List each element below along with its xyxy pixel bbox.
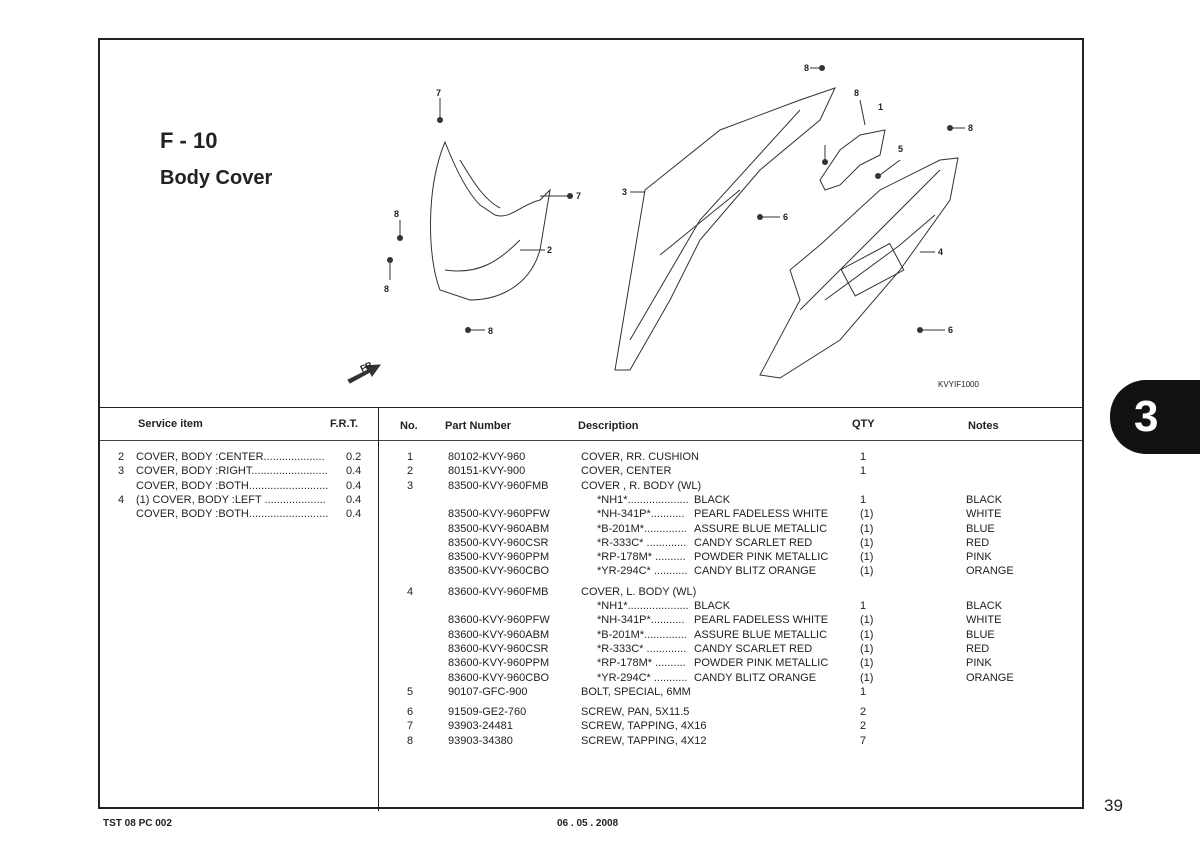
parts-row-no: 3	[407, 479, 414, 492]
parts-row-color-code: *RP-178M* ..........	[597, 657, 686, 670]
parts-row-color-code: *B-201M*..............	[597, 628, 687, 641]
parts-row-qty: (1)	[860, 565, 874, 578]
parts-row-qty: (1)	[860, 522, 874, 535]
parts-row-note: ORANGE	[966, 671, 1014, 684]
parts-row-no: 5	[407, 685, 414, 698]
parts-row-part-number: 83500-KVY-960PPM	[448, 551, 550, 564]
parts-row-part-number: 83500-KVY-960PFW	[448, 508, 550, 521]
right-cover-shape	[615, 88, 835, 370]
parts-row-qty: (1)	[860, 614, 874, 627]
parts-row-qty: (1)	[860, 508, 874, 521]
parts-row-qty: 1	[860, 465, 867, 478]
parts-row-description: BLACK	[694, 493, 731, 506]
parts-row-part-number: 90107-GFC-900	[448, 685, 528, 698]
front-label: FR.	[358, 358, 376, 374]
parts-row-qty: 2	[860, 706, 867, 719]
callout-8e: 8	[854, 88, 860, 98]
service-row-item: COVER, BODY :CENTER....................	[136, 451, 325, 463]
parts-row-description: PEARL FADELESS WHITE	[694, 614, 829, 627]
page-frame	[98, 38, 1084, 809]
parts-row-no: 2	[407, 465, 414, 478]
parts-row-part-number: 83500-KVY-960CSR	[448, 536, 549, 549]
parts-row-color-code: *NH-341P*...........	[597, 614, 685, 627]
parts-diagram	[100, 40, 1082, 407]
parts-row-description: POWDER PINK METALLIC	[694, 551, 829, 564]
parts-row-note: BLUE	[966, 522, 995, 535]
parts-row-part-number: 83600-KVY-960FMB	[448, 585, 549, 598]
callout-8d: 8	[804, 63, 810, 73]
service-row-frt: 0.4	[346, 479, 362, 492]
parts-row-qty: (1)	[860, 671, 874, 684]
parts-row-no: 7	[407, 720, 414, 733]
callout-4: 4	[938, 247, 944, 257]
callout-6a: 6	[783, 212, 789, 222]
parts-row-description: POWDER PINK METALLIC	[694, 657, 829, 670]
parts-row-no: 8	[407, 734, 414, 747]
parts-row-note: RED	[966, 536, 990, 549]
service-row-item: COVER, BODY :BOTH..........................	[136, 508, 329, 521]
parts-row-qty: (1)	[860, 536, 874, 549]
parts-row-qty: 1	[860, 685, 867, 698]
callout-2: 2	[547, 245, 553, 255]
doc-code: TST 08 PC 002	[103, 818, 172, 829]
parts-row-qty: (1)	[860, 628, 874, 641]
parts-row-part-number: 83500-KVY-960ABM	[448, 522, 550, 535]
callout-1: 1	[878, 102, 884, 112]
parts-row-note: PINK	[966, 551, 992, 564]
service-row-item: (1) COVER, BODY :LEFT ....................	[136, 493, 326, 506]
section-title: Body Cover	[160, 167, 273, 189]
parts-row-note: WHITE	[966, 614, 1002, 627]
callout-8c: 8	[488, 326, 494, 336]
parts-row-part-number: 83600-KVY-960CBO	[448, 671, 550, 684]
parts-row-note: WHITE	[966, 508, 1002, 521]
parts-row-qty: 1	[860, 600, 867, 612]
parts-row-qty: (1)	[860, 642, 874, 655]
parts-row-description: CANDY SCARLET RED	[694, 536, 813, 549]
parts-row-part-number: 80151-KVY-900	[448, 465, 526, 478]
parts-row-qty: (1)	[860, 551, 874, 564]
parts-row-note: PINK	[966, 657, 992, 670]
parts-row-description: CANDY SCARLET RED	[694, 642, 813, 655]
service-row-frt: 0.4	[346, 508, 362, 521]
service-row-frt: 0.4	[346, 465, 362, 478]
parts-row-note: ORANGE	[966, 565, 1014, 578]
callout-3: 3	[622, 187, 628, 197]
parts-row-description: SCREW, TAPPING, 4X12	[581, 734, 707, 747]
parts-row-description: CANDY BLITZ ORANGE	[694, 565, 817, 578]
service-row-no: 3	[118, 465, 125, 478]
callout-6b: 6	[948, 325, 954, 335]
parts-row-color-code: *R-333C* .............	[597, 642, 687, 655]
callout-5: 5	[898, 144, 904, 154]
parts-row-note: RED	[966, 642, 990, 655]
section-tab: 3	[1110, 380, 1200, 454]
parts-row-description: SCREW, TAPPING, 4X16	[581, 720, 707, 733]
parts-row-description: CANDY BLITZ ORANGE	[694, 671, 817, 684]
service-row-no: 4	[118, 493, 125, 506]
center-cover-shape	[430, 142, 553, 300]
parts-row-description: BLACK	[694, 600, 731, 612]
page-number: 39	[1104, 796, 1123, 815]
parts-row-color-code: *YR-294C* ...........	[597, 565, 688, 578]
table-top-divider	[100, 407, 1082, 408]
parts-row-no: 6	[407, 706, 414, 719]
service-row-item: COVER, BODY :RIGHT.........................	[136, 465, 328, 478]
parts-row-qty: (1)	[860, 657, 874, 670]
parts-row-color-code: *B-201M*..............	[597, 522, 687, 535]
parts-row-color-code: *NH-341P*...........	[597, 508, 685, 521]
service-row-frt: 0.4	[346, 493, 362, 506]
parts-row-description: ASSURE BLUE METALLIC	[694, 628, 828, 641]
rr-cushion-cover-shape	[820, 130, 885, 190]
doc-date: 06 . 05 . 2008	[557, 818, 619, 829]
parts-row-part-number: 93903-24481	[448, 720, 513, 733]
parts-row-color-code: *R-333C* .............	[597, 536, 687, 549]
parts-row-note: BLACK	[966, 493, 1003, 506]
parts-row-note: BLACK	[966, 600, 1003, 612]
parts-row-part-number: 91509-GE2-760	[448, 706, 527, 719]
parts-row-part-number: 93903-34380	[448, 734, 513, 747]
parts-row-note: BLUE	[966, 628, 995, 641]
parts-row-color-code: *RP-178M* ..........	[597, 551, 686, 564]
parts-row-color-code: *NH1*....................	[597, 493, 689, 506]
table-column-divider	[378, 407, 379, 811]
callout-8f: 8	[968, 123, 974, 133]
left-cover-shape	[760, 158, 958, 378]
qty-header: QTY	[852, 418, 875, 430]
parts-row-part-number: 83600-KVY-960PFW	[448, 614, 550, 627]
parts-row-description: COVER, L. BODY (WL)	[581, 585, 697, 598]
parts-row-part-number: 83600-KVY-960PPM	[448, 657, 550, 670]
parts-row-part-number: 83500-KVY-960CBO	[448, 565, 550, 578]
service-item-header: Service item	[138, 418, 203, 430]
parts-row-qty: 1	[860, 451, 867, 463]
parts-row-part-number: 80102-KVY-960	[448, 451, 526, 463]
parts-row-part-number: 83600-KVY-960ABM	[448, 628, 550, 641]
parts-row-description: PEARL FADELESS WHITE	[694, 508, 829, 521]
parts-row-color-code: *NH1*....................	[597, 600, 689, 612]
parts-row-no: 1	[407, 451, 414, 463]
frt-header: F.R.T.	[330, 418, 359, 430]
notes-header: Notes	[968, 420, 999, 432]
callout-8a: 8	[394, 209, 400, 219]
parts-row-description: COVER, RR. CUSHION	[581, 451, 699, 463]
no-header: No.	[400, 420, 418, 432]
section-code: F - 10	[160, 128, 218, 153]
service-row-frt: 0.2	[346, 451, 362, 463]
callout-7b: 7	[576, 191, 582, 201]
service-row-item: COVER, BODY :BOTH..........................	[136, 479, 329, 492]
service-row-no: 2	[118, 451, 125, 463]
parts-row-part-number: 83600-KVY-960CSR	[448, 642, 549, 655]
callout-7a: 7	[436, 88, 442, 98]
parts-row-no: 4	[407, 585, 414, 598]
description-header: Description	[578, 420, 639, 432]
parts-row-description: SCREW, PAN, 5X11.5	[581, 706, 690, 719]
parts-row-description: COVER, CENTER	[581, 465, 672, 478]
parts-row-description: BOLT, SPECIAL, 6MM	[581, 685, 691, 698]
parts-row-part-number: 83500-KVY-960FMB	[448, 479, 549, 492]
parts-row-qty: 2	[860, 720, 867, 733]
diagram-ref-code: KVYIF1000	[938, 380, 979, 389]
parts-row-description: COVER , R. BODY (WL)	[581, 479, 702, 492]
parts-row-color-code: *YR-294C* ...........	[597, 671, 688, 684]
callout-8b: 8	[384, 284, 390, 294]
parts-row-description: ASSURE BLUE METALLIC	[694, 522, 828, 535]
parts-row-qty: 7	[860, 734, 867, 747]
parts-row-qty: 1	[860, 493, 867, 506]
part-number-header: Part Number	[445, 420, 512, 432]
table-header-divider	[100, 440, 1082, 441]
